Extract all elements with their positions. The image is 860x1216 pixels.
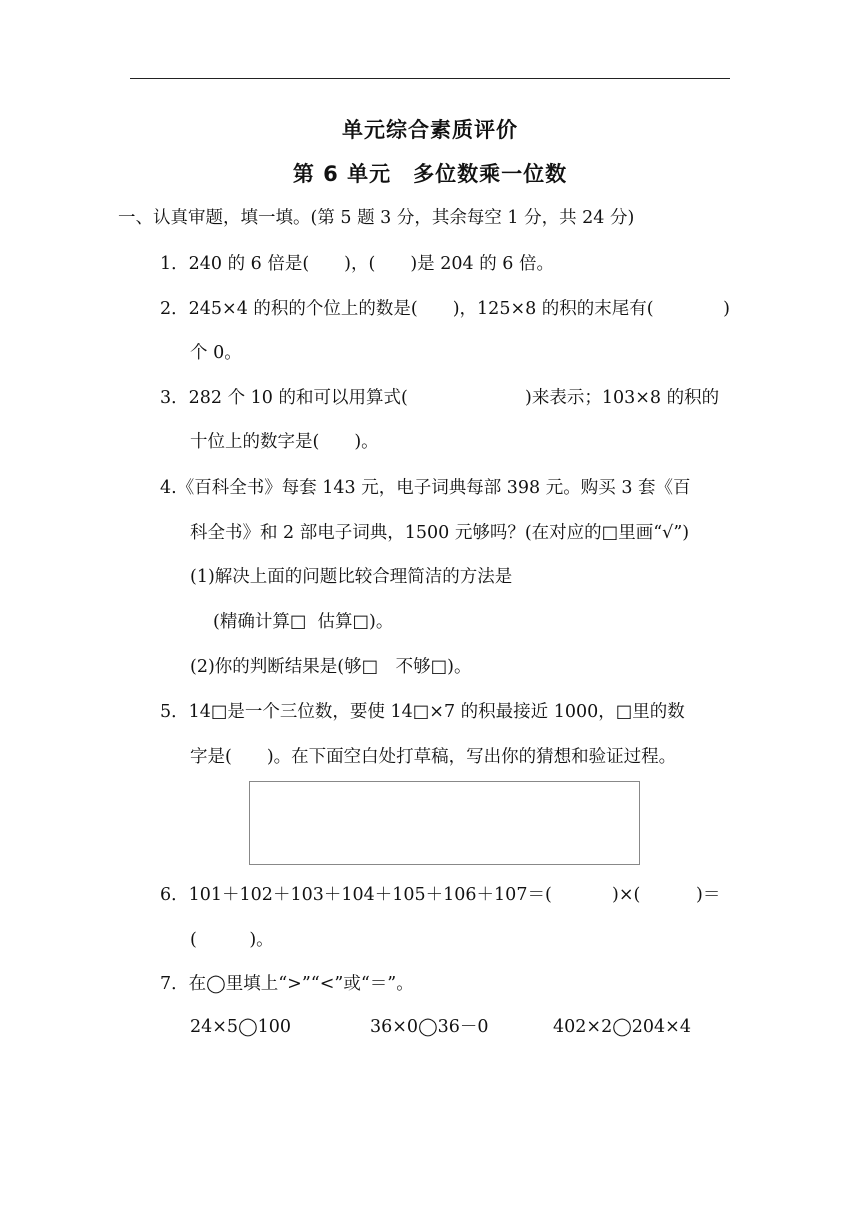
page-title: 单元综合素质评价 <box>342 118 518 142</box>
question-4-sub-1-options: (精确计算□ 估算□)。 <box>213 612 394 632</box>
header-rule <box>130 78 730 79</box>
question-4-line-1: 4.《百科全书》每套 143 元，电子词典每部 398 元。购买 3 套《百 <box>160 478 691 498</box>
question-7-line-1: 7．在◯里填上“>”“<”或“＝”。 <box>160 974 414 994</box>
draft-area-box[interactable] <box>249 781 640 865</box>
question-6-line-1-left: 6．101＋102＋103＋104＋105＋106＋107＝( <box>160 885 552 905</box>
compare-item-3: 402×2◯204×4 <box>553 1017 691 1037</box>
question-2-line-2: 个 0。 <box>190 343 242 363</box>
question-4-sub-2: (2)你的判断结果是(够□ 不够□)。 <box>190 657 472 677</box>
question-2-line-1 <box>160 297 730 321</box>
question-6-line-1-mid: )×( <box>612 885 641 905</box>
question-3-line-2: 十位上的数字是( )。 <box>190 432 379 452</box>
question-6-line-1-right: )＝ <box>696 885 721 905</box>
compare-item-2: 36×0◯36－0 <box>370 1017 489 1037</box>
page-subtitle: 第 6 单元 多位数乘一位数 <box>292 162 568 186</box>
question-5-line-1: 5．14□是一个三位数，要使 14□×7 的积最接近 1000，□里的数 <box>160 702 685 722</box>
compare-item-1: 24×5◯100 <box>190 1017 292 1037</box>
question-3-line-1-left: 3．282 个 10 的和可以用算式( <box>160 388 408 408</box>
section-heading: 一、认真审题，填一填。(第 5 题 3 分，其余每空 1 分，共 24 分) <box>118 208 635 228</box>
question-5-line-2: 字是( )。在下面空白处打草稿，写出你的猜想和验证过程。 <box>190 747 677 767</box>
question-6-line-2: ( )。 <box>190 930 274 950</box>
question-4-sub-1: (1)解决上面的问题比较合理简洁的方法是 <box>190 567 513 587</box>
question-3-line-1-right: )来表示；103×8 的积的 <box>525 388 720 408</box>
question-1: 1．240 的 6 倍是( )，( )是 204 的 6 倍。 <box>160 254 554 274</box>
question-4-line-2: 科全书》和 2 部电子词典，1500 元够吗？(在对应的□里画“√”) <box>190 523 690 543</box>
question-2-bracket-end: ) <box>723 299 730 319</box>
question-2-text: 2．245×4 的积的个位上的数是( )，125×8 的积的末尾有( <box>160 299 654 319</box>
